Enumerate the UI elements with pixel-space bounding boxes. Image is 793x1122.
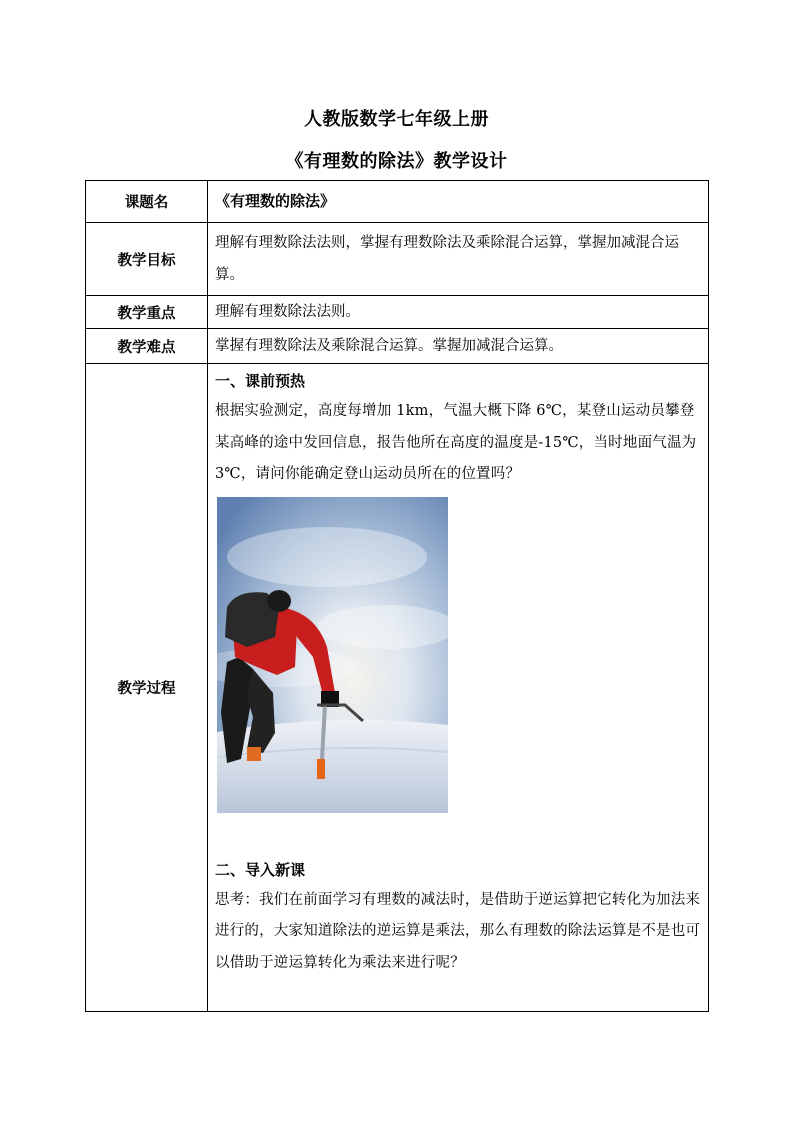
difficulties-label: 教学难点 (86, 329, 208, 364)
process-label: 教学过程 (86, 364, 208, 1012)
key-points-label: 教学重点 (86, 296, 208, 329)
row-difficulties (86, 329, 709, 364)
section2-heading: 二、导入新课 (215, 860, 306, 879)
lesson-design-table (85, 180, 709, 1012)
section1-heading: 一、课前预热 (215, 372, 306, 390)
section2-text: 思考：我们在前面学习有理数的减法时，是借助于逆运算把它转化为加法来进行的，大家知道除法的逆运算是乘法，那么有理数的除法运算是不是也可以借助于逆运算转化为乘法来进行呢？ (215, 891, 701, 971)
document-subtitle: 《有理数的除法》教学设计 (285, 151, 508, 172)
mountain-climber-photo (217, 497, 448, 813)
topic-label: 课题名 (86, 181, 208, 223)
topic-value: 《有理数的除法》 (215, 192, 336, 210)
row-process (86, 364, 709, 1012)
objectives-label: 教学目标 (86, 223, 208, 296)
objectives-value: 理解有理数除法法则，掌握有理数除法及乘除混合运算，掌握加减混合运算。 (208, 223, 709, 296)
row-objectives (86, 223, 709, 296)
row-topic (86, 181, 709, 223)
difficulties-value: 掌握有理数除法及乘除混合运算。掌握加减混合运算。 (208, 329, 709, 364)
document-title: 人教版数学七年级上册 (304, 109, 489, 130)
key-points-value: 理解有理数除法法则。 (208, 296, 709, 329)
row-key-points (86, 296, 709, 329)
section1-text: 根据实验测定，高度每增加 1km，气温大概下降 6℃，某登山运动员攀登某高峰的途中发回信息，报告他所在高度的温度是-15℃，当时地面气温为 3℃，请问你能确定登山运动员所在的位置吗？ (215, 403, 697, 482)
